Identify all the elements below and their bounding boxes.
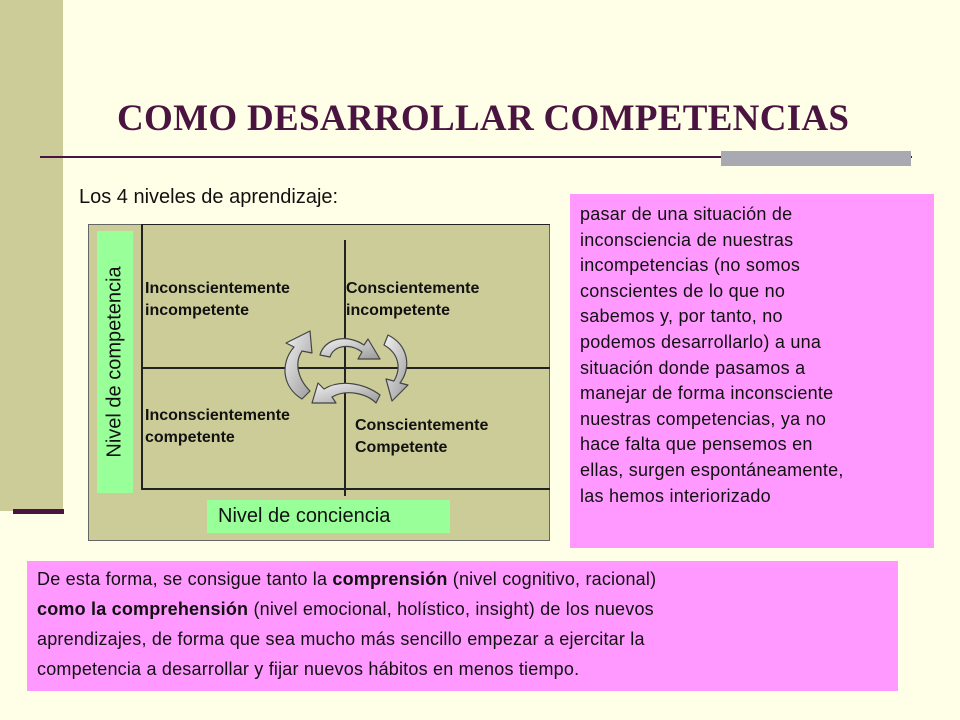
cycle-arrow-top <box>320 339 380 359</box>
side-note-line: las hemos interiorizado <box>580 485 771 506</box>
cycle-arrow-bottom <box>312 383 380 403</box>
left-decorative-bar <box>0 0 63 511</box>
cycle-arrow-right <box>384 335 408 401</box>
side-note-line: sabemos y, por tanto, no <box>580 306 783 327</box>
quadrant-unconscious-incompetent <box>145 278 290 322</box>
bottom-note-text: (nivel emocional, holístico, insight) de los nuevos <box>248 599 654 619</box>
slide-title: COMO DESARROLLAR COMPETENCIAS <box>117 98 850 139</box>
diagram-frame-left <box>141 224 143 489</box>
quadrant-label-line: Inconscientemente <box>145 280 290 297</box>
side-note-line: inconsciencia de nuestras <box>580 229 794 250</box>
side-note-line: nuestras competencias, ya no <box>580 408 827 429</box>
left-bar-rule <box>13 509 64 514</box>
diagram-frame-top <box>142 224 550 225</box>
quadrant-label-line: Inconscientemente <box>145 407 290 424</box>
side-note-line: pasar de una situación de <box>580 204 793 224</box>
side-note-text <box>580 202 930 509</box>
side-note-line: hace falta que pensemos en <box>580 434 813 455</box>
learning-cycle-arrows-icon <box>276 327 420 407</box>
quadrant-unconscious-competent <box>145 405 290 449</box>
quadrant-label-line: competente <box>145 429 235 446</box>
side-note-line: situación donde pasamos a <box>580 357 806 378</box>
quadrant-label-line: Conscientemente <box>355 417 489 434</box>
quadrant-label-line: incompetente <box>346 302 451 319</box>
bottom-note-box <box>27 561 898 691</box>
side-note-line: conscientes de lo que no <box>580 280 786 301</box>
x-axis-label: Nivel de conciencia <box>207 500 450 533</box>
quadrant-label-line: Competente <box>355 439 448 456</box>
y-axis-label: Nivel de competencia <box>103 266 126 458</box>
quadrant-conscious-incompetent <box>346 278 479 322</box>
bottom-note-line <box>37 599 654 620</box>
bottom-note-emphasis: comprensión <box>332 569 448 589</box>
slide-subtitle: Los 4 niveles de aprendizaje: <box>79 186 339 208</box>
bottom-note-line <box>37 569 656 590</box>
bottom-note-text: De esta forma, se consigue tanto la <box>37 569 333 589</box>
quadrant-label-line: incompetente <box>145 302 250 319</box>
side-note-box <box>570 194 934 548</box>
bottom-note-emphasis: como la comprehensión <box>37 599 249 619</box>
side-note-line: incompetencias (no somos <box>580 255 801 276</box>
side-note-line: ellas, surgen espontáneamente, <box>580 459 844 480</box>
side-note-line: podemos desarrollarlo) a una <box>580 331 822 352</box>
bottom-note-text: (nivel cognitivo, racional) <box>447 569 657 589</box>
side-note-line: manejar de forma inconsciente <box>580 383 834 404</box>
bottom-note-line: aprendizajes, de forma que sea mucho más sencillo empezar a ejercitar la <box>37 629 645 649</box>
title-accent-bar <box>721 151 911 166</box>
bottom-note-line: competencia a desarrollar y fijar nuevos hábitos en menos tiempo. <box>37 659 580 679</box>
quadrant-label-line: Conscientemente <box>346 280 480 297</box>
y-axis-label-box <box>97 231 133 493</box>
quadrant-conscious-competent <box>355 415 488 459</box>
cycle-arrow-left <box>285 331 312 399</box>
